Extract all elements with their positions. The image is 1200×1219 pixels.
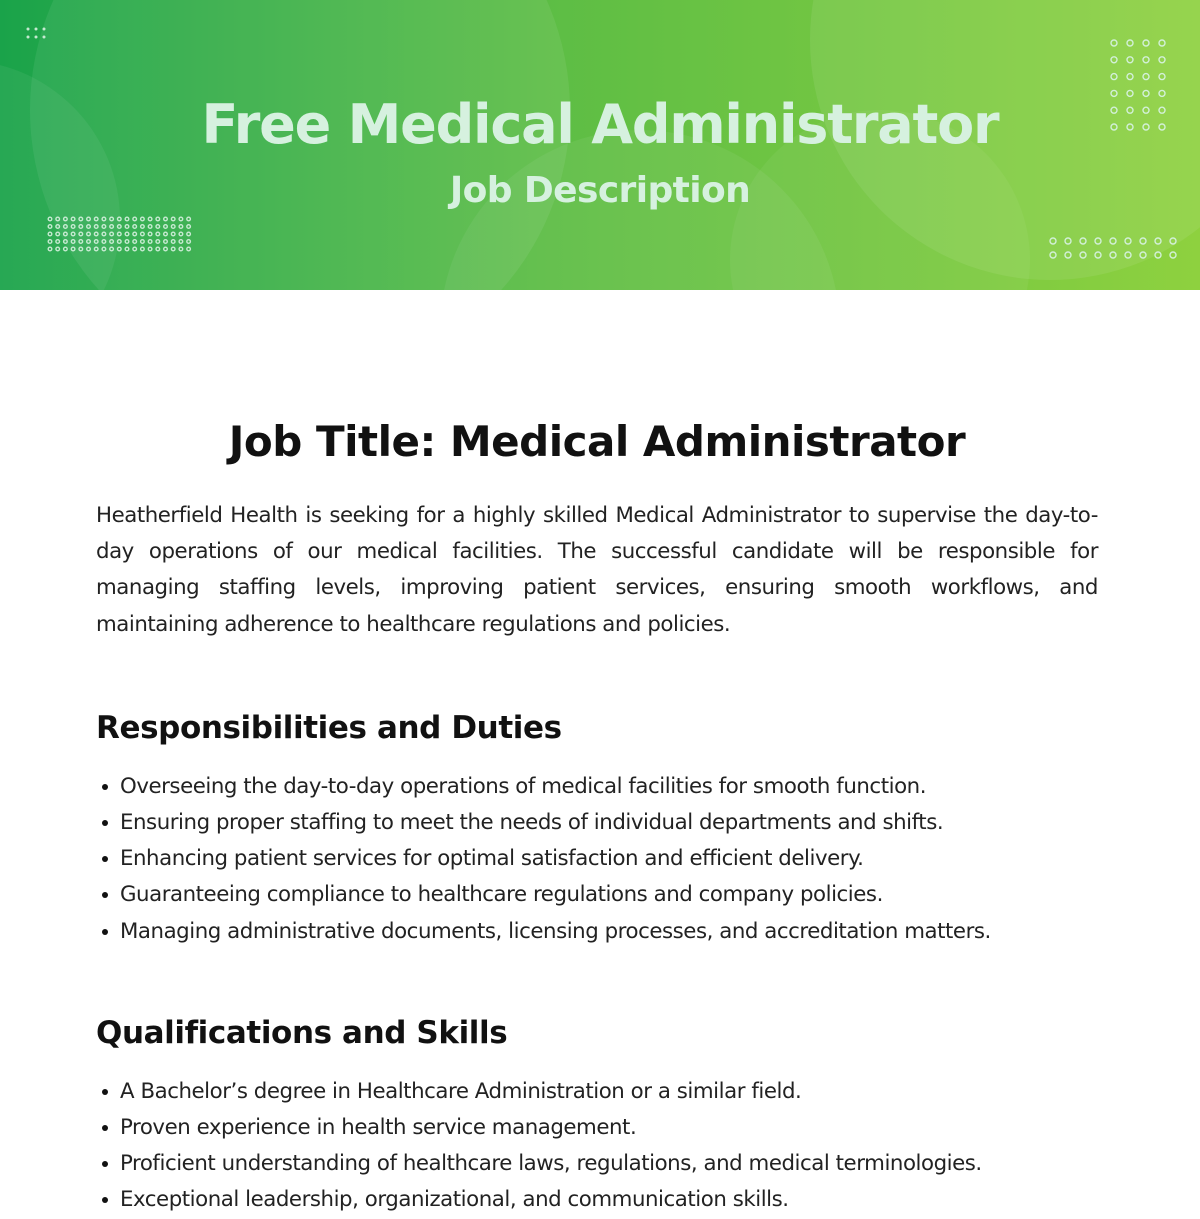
banner-subtitle: Job Description [449, 170, 751, 211]
job-title: Job Title: Medical Administrator [228, 417, 966, 466]
banner-title: Free Medical Administrator [201, 93, 999, 156]
header-banner [0, 0, 1200, 290]
bullet-icon [102, 856, 108, 862]
bullet-icon [102, 1197, 108, 1203]
list-item [96, 769, 1098, 805]
qualifications-list [96, 1074, 1098, 1219]
bullet-icon [102, 892, 108, 898]
list-item [96, 1182, 1098, 1218]
decor-dot [43, 36, 46, 39]
list-item [96, 805, 1098, 841]
decor-dot [43, 28, 46, 31]
bullet-icon [102, 929, 108, 935]
list-item-text: Ensuring proper staffing to meet the needs of individual departments and shifts. [120, 810, 944, 836]
list-item-text: Guaranteeing compliance to healthcare regulations and company policies. [120, 882, 883, 908]
bullet-icon [102, 820, 108, 826]
list-item-text: A Bachelor’s degree in Healthcare Administration or a similar field. [120, 1078, 802, 1104]
bullet-icon [102, 1089, 108, 1095]
decor-dot [35, 36, 38, 39]
bullet-icon [102, 1161, 108, 1167]
responsibilities-heading: Responsibilities and Duties [96, 709, 562, 746]
list-item [96, 877, 1098, 913]
decor-dot [35, 28, 38, 31]
qualifications-heading: Qualifications and Skills [96, 1014, 508, 1051]
list-item [96, 914, 1098, 950]
list-item [96, 841, 1098, 877]
bullet-icon [102, 1125, 108, 1131]
decor-dot [27, 28, 30, 31]
responsibilities-list [96, 769, 1098, 950]
main-content [96, 412, 1098, 1219]
list-item [96, 1110, 1098, 1146]
list-item [96, 1146, 1098, 1182]
list-item-text: Proven experience in health service management. [120, 1115, 637, 1141]
bullet-icon [102, 784, 108, 790]
list-item-text: Exceptional leadership, organizational, and communication skills. [120, 1187, 789, 1213]
list-item [96, 1074, 1098, 1110]
list-item-text: Enhancing patient services for optimal satisfaction and efficient delivery. [120, 846, 864, 872]
list-item-text: Proficient understanding of healthcare laws, regulations, and medical terminologies. [120, 1151, 982, 1177]
job-intro-paragraph: Heatherfield Health is seeking for a highly skilled Medical Administrator to supervise the day-to-day operations of our medical facilities. The successful candidate will be responsible for managing staffing levels, improving patient services, ensuring smooth workflows, and maintaining adherence to healthcare regulations and policies. [96, 503, 1098, 637]
list-item-text: Managing administrative documents, licensing processes, and accreditation matters. [120, 918, 991, 944]
list-item-text: Overseeing the day-to-day operations of medical facilities for smooth function. [120, 773, 927, 799]
decor-dot [27, 36, 30, 39]
